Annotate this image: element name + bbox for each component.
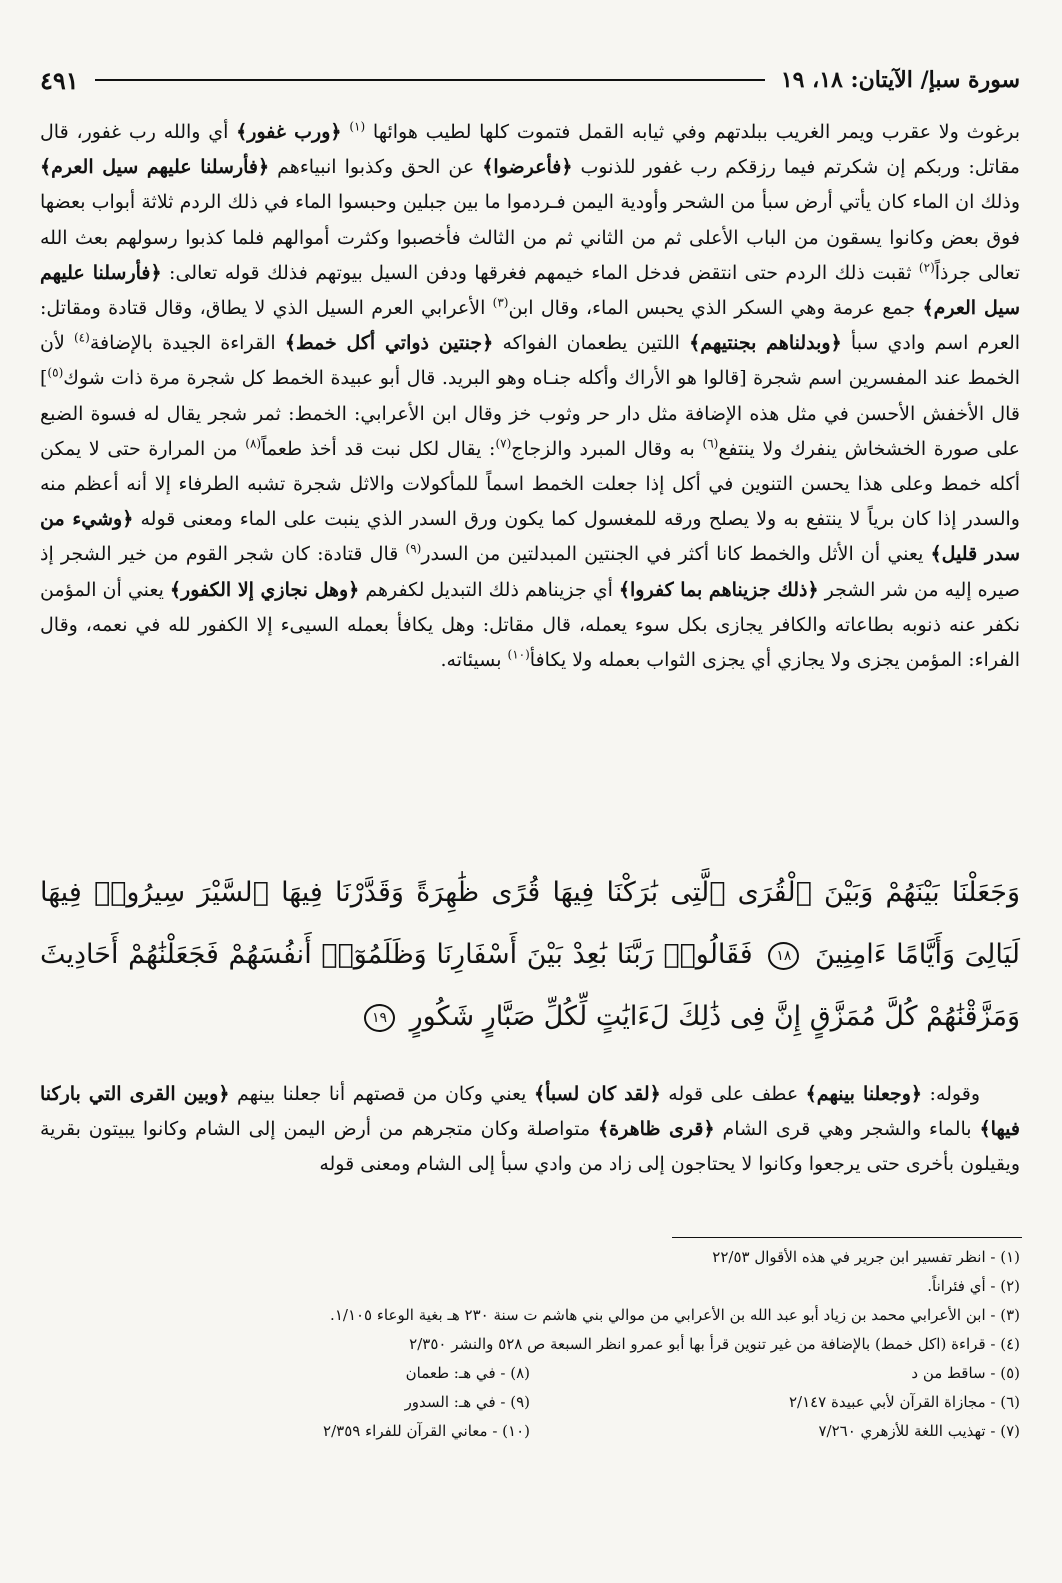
footnote-9: (٩) - في هـ: السدور	[404, 1393, 530, 1411]
ayah-number-19: ١٩	[364, 1004, 395, 1032]
footnote-10: (١٠) - معاني القرآن للفراء ٢/٣٥٩	[323, 1422, 530, 1440]
footnote-5: (٥) - ساقط من د	[911, 1364, 1020, 1382]
commentary-paragraph-2: وقوله: ﴿وجعلنا بينهم﴾ عطف على قوله ﴿لقد كان لسبأ﴾ يعني وكان من قصتهم أنا جعلنا بينهم ﴿وبين القرى التي باركنا فيها﴾ بالماء والشجر وهي قرى الشام ﴿قرى ظاهرة﴾ متواصلة وكان متجرهم من أرض اليمن إلى الشام وكانوا يبيتون بقرية ويقيلون بأخرى حتى يرجعوا وكانوا لا يحتاجون إلى زاد من وادي سبأ إلى الشام ومعنى قوله	[40, 1083, 1020, 1175]
verse-text-19: فَقَالُوا۟ رَبَّنَا بَٰعِدْ بَيْنَ أَسْفَارِنَا وَظَلَمُوٓا۟ أَنفُسَهُمْ فَجَعَلْنَٰهُمْ أَحَادِيثَ وَمَزَّقْنَٰهُمْ كُلَّ مُمَزَّقٍ إِنَّ فِى ذَٰلِكَ لَءَايَٰتٍ لِّكُلِّ صَبَّارٍ شَكُورٍ	[40, 939, 1020, 1032]
footnote-8: (٨) - في هـ: طعمان	[405, 1364, 530, 1382]
footnotes	[40, 1243, 1020, 1446]
commentary-paragraph: برغوث ولا عقرب ويمر الغريب ببلدتهم وفي ثيابه القمل فتموت كلها لطيب هوائها $^{(١)}$ ﴿ورب غفور﴾ أي والله رب غفور، قال مقاتل: وربكم إن شكرتم فيما رزقكم رب غفور للذنوب ﴿فأعرضوا﴾ عن الحق وكذبوا انبياءهم ﴿فأرسلنا عليهم سيل العرم﴾ وذلك ان الماء كان يأتي أرض سبأ من الشحر وأودية اليمن فـردموا ما بين جبلين وحبسوا الماء في ذلك الردم ثلاثة أبواب بعضها فوق بعض وكانوا يسقون من الباب الأعلى ثم من الثاني ثم من الثالث فأخصبوا وكثرت أموالهم فلما كذبوا رسولهم بعث الله تعالى جرذاً$^{(٢)}$ ثقبت ذلك الردم حتى انتقض فدخل الماء خيمهم فغرقها ودفن السيل بيوتهم فذلك قوله تعالى: ﴿فأرسلنا عليهم سيل العرم﴾ جمع عرمة وهي السكر الذي يحبس الماء، وقال ابن$^{(٣)}$ الأعرابي العرم السيل الذي لا يطاق، وقال قتادة ومقاتل: العرم اسم وادي سبأ ﴿وبدلناهم بجنتيهم﴾ اللتين يطعمان الفواكه ﴿جنتين ذواتي أكل خمط﴾ القراءة الجيدة بالإضافة$^{(٤)}$ لأن الخمط عند المفسرين اسم شجرة [قالوا هو الأراك وأكله جنـاه وهو البريد. قال أبو عبيدة الخمط كل شجرة مرة ذات شوك$^{(٥)}$] قال الأخفش الأحسن في مثل هذه الإضافة مثل دار حر وثوب خز وقال ابن الأعرابي: الخمط: ثمر شجر يقال له فسوة الضبع على صورة الخشخاش ينفرك ولا ينتفع$^{(٦)}$ به وقال المبرد والزجاج$^{(٧)}$: يقال لكل نبت قد أخذ طعماً$^{(٨)}$ من المرارة حتى لا يمكن أكله خمط وعلى هذا يحسن التنوين في أكل إذا جعلت الخمط اسماً للمأكولات والاثل شجرة تشبه الطرفاء إلا أنه أعظم منه والسدر إذا كان برياً لا ينتفع به ولا يصلح ورقه للمغسول كما يكون ورق السدر الذي ينبت على الماء ومعنى قوله ﴿وشيء من سدر قليل﴾ يعني أن الأثل والخمط كانا أكثر في الجنتين المبدلتين من السدر$^{(٩)}$ قال قتادة: كان شجر القوم من خير الشجر إذ صيره إليه من شر الشجر ﴿ذلك جزيناهم بما كفروا﴾ أي جزيناهم ذلك التبديل لكفرهم ﴿وهل نجازي إلا الكفور﴾ يعني أن المؤمن نكفر عنه ذنوبه بطاعاته والكافر يجازى بكل سوء يعمله، قال مقاتل: وهل يكافأ بعمله السيىء إلا الكفور لله في نعمه، وقال الفراء: المؤمن يجزى ولا يجازي أي يجزى الثواب بعمله ولا يكافأ$^{(١٠)}$ بسيئاته.	[40, 119, 1021, 672]
verse-text-18: وَجَعَلْنَا بَيْنَهُمْ وَبَيْنَ ٱلْقُرَى ٱلَّتِى بَٰرَكْنَا فِيهَا قُرًى ظَٰهِرَةً وَقَدَّرْنَا فِيهَا ٱلسَّيْرَ سِيرُوا۟ فِيهَا لَيَالِىَ وَأَيَّامًا ءَامِنِينَ	[40, 877, 1020, 970]
header-rule	[95, 79, 765, 81]
footnote-4: (٤) - قراءة (اكل خمط) بالإضافة من غير تنوين قرأ بها أبو عمرو انظر السبعة ص ٥٢٨ والنشر ٢/٣٥٠	[409, 1335, 1020, 1353]
footnote-7: (٧) - تهذيب اللغة للأزهري ٧/٢٦٠	[818, 1422, 1020, 1440]
surah-header-title: سورة سبإ/ الآيتان: ١٨، ١٩	[780, 67, 1020, 93]
footnote-3: (٣) - ابن الأعرابي محمد بن زياد أبو عبد الله بن الأعرابي من موالي بني هاشم ت سنة ٢٣٠ هـ بغية الوعاء ١/١٠٥.	[330, 1306, 1020, 1324]
ayah-number-18: ١٨	[768, 942, 799, 970]
footnote-6: (٦) - مجازاة القرآن لأبي عبيدة ٢/١٤٧	[788, 1393, 1020, 1411]
page-number: ٤٩١	[40, 65, 79, 95]
running-header	[40, 60, 1020, 100]
footnote-2: (٢) - أي فئراناً.	[927, 1277, 1020, 1295]
footnote-1: (١) - انظر تفسير ابن جرير في هذه الأقوال ٢٢/٥٣	[712, 1248, 1020, 1266]
quran-verse-block	[40, 862, 1020, 1062]
footnote-row	[40, 1417, 1020, 1446]
footnote-row	[40, 1359, 1020, 1388]
footnote-divider	[672, 1237, 1022, 1238]
commentary-text	[40, 115, 1020, 678]
commentary-continued	[40, 1077, 1020, 1182]
footnote-row	[40, 1388, 1020, 1417]
